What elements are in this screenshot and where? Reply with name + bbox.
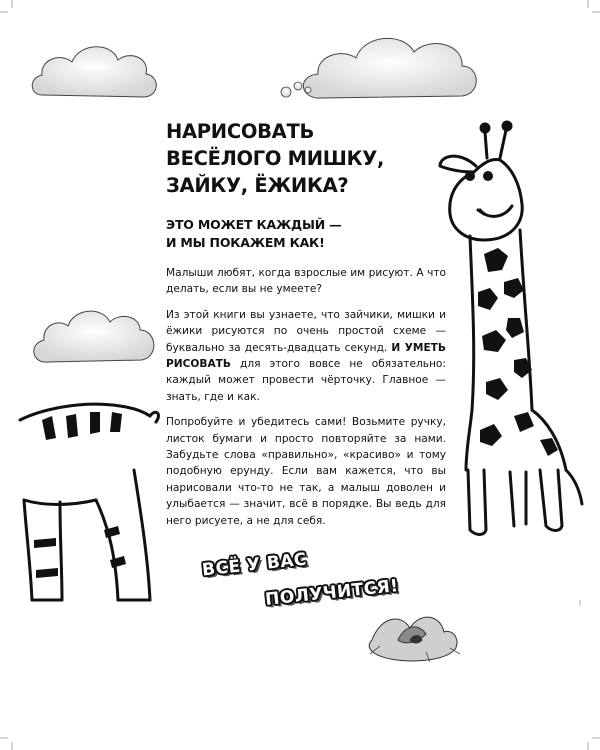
slogan-line: ПОЛУЧИТСЯ! <box>264 576 400 610</box>
paragraph-text: для этого вовсе не обязательно: каждый может провести чёрточку. Главное — знать, где и как. <box>166 358 446 403</box>
paragraph <box>166 307 446 405</box>
cloud-icon <box>32 47 156 97</box>
emphasis-text: И УМЕТЬ РИСОВАТЬ <box>166 341 446 371</box>
paragraph: Малыши любят, когда взрослые им рисуют. А что делать, если вы не умеете? <box>166 267 446 296</box>
title-line: НАРИСОВАТЬ <box>166 120 315 143</box>
slogan-line: ВСЁ У ВАС <box>201 549 308 581</box>
subtitle-line: ЭТО МОЖЕТ КАЖДЫЙ — <box>166 217 342 232</box>
cloud-icon <box>34 311 154 362</box>
cloud-icon <box>281 38 476 98</box>
body-text <box>166 265 446 538</box>
page-title <box>166 118 396 199</box>
page-subtitle <box>166 216 396 252</box>
paragraph: Попробуйте и убедитесь сами! Возьмите ручку, листок бумаги и просто повторяйте за нами. Забудьте слова «правильно», «красиво» и тому подобную ерунду. Если вам кажется, что вы нарисовали что-то не так, а малыш доволен и улыбается — значит, всё в порядке. Вы ведь для него рисуете, а не для себя. <box>166 416 446 527</box>
title-line: ВЕСЁЛОГО МИШКУ, <box>166 147 385 170</box>
title-line: ЗАЙКУ, ЁЖИКА? <box>166 174 349 197</box>
pencil-shavings-icon <box>369 617 460 662</box>
paragraph-text: Из этой книги вы узнаете, что зайчики, мишки и ёжики рисуются по очень простой схеме — буквально за десять-двадцать секунд. <box>166 308 446 354</box>
subtitle-line: И МЫ ПОКАЖЕМ КАК! <box>166 235 325 250</box>
